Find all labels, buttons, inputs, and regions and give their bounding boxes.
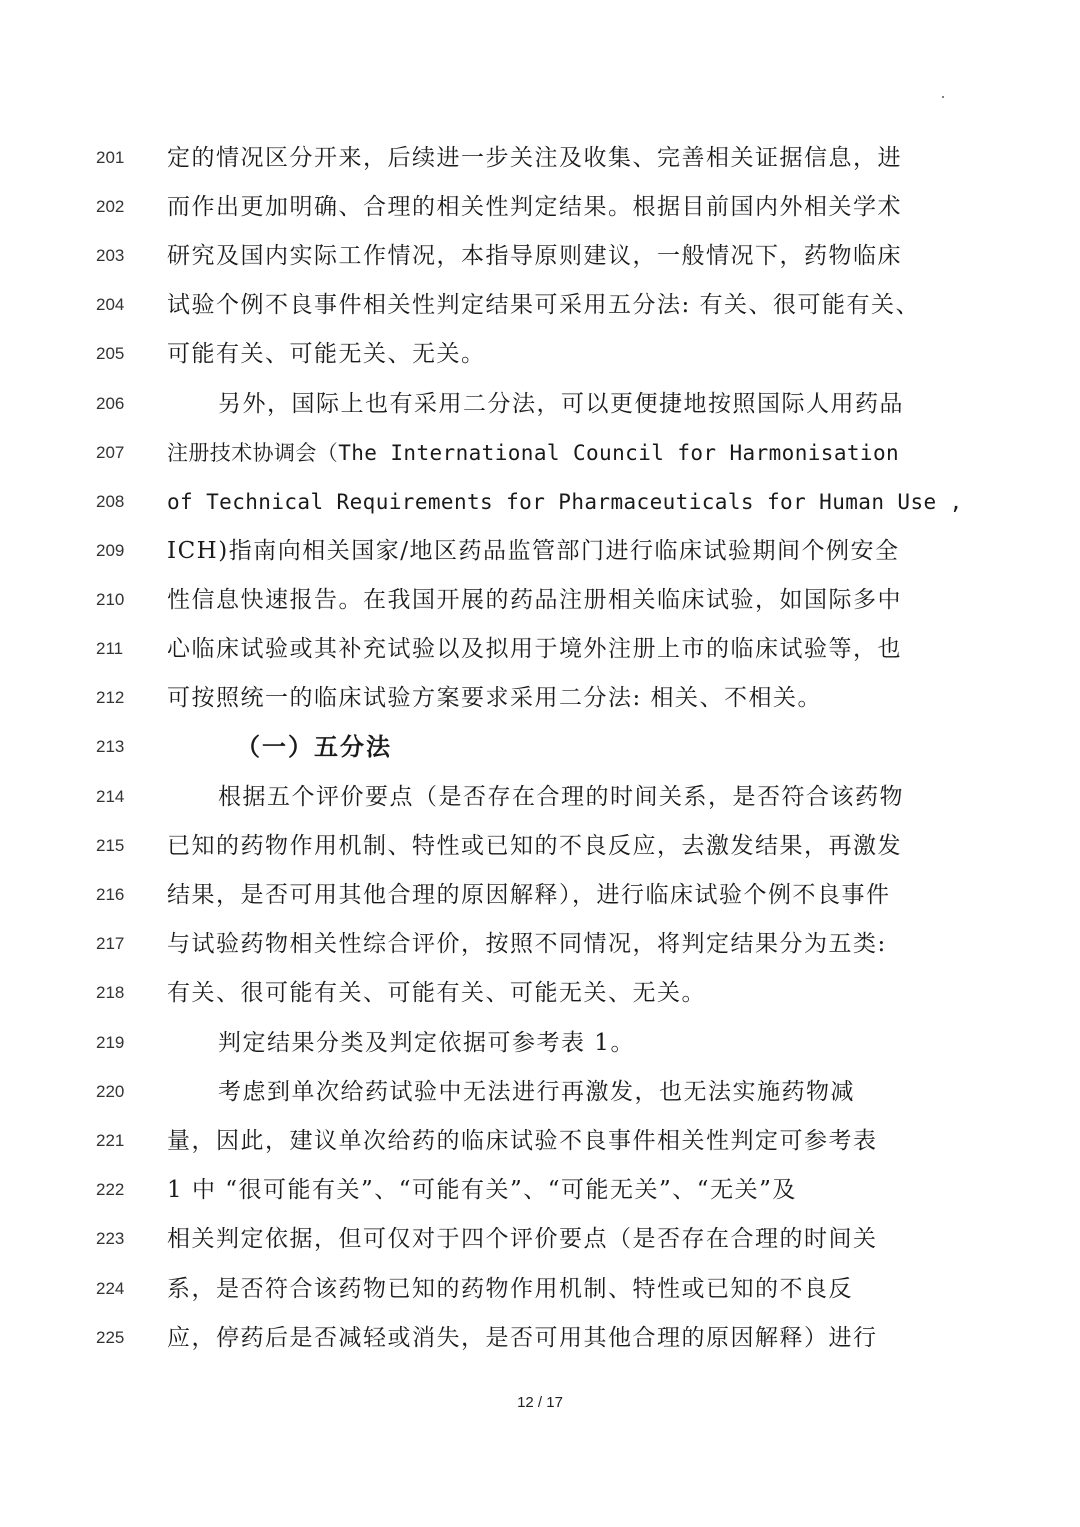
- line-text: 性信息快速报告。在我国开展的药品注册相关临床试验，如国际多中: [167, 587, 902, 613]
- section-heading-line: [0, 731, 1080, 771]
- text-line: [0, 830, 1080, 870]
- line-text: ICH)指南向相关国家/地区药品监管部门进行临床试验期间个例安全: [167, 538, 900, 564]
- text-line: [0, 1322, 1080, 1362]
- line-text: 而作出更加明确、合理的相关性判定结果。根据目前国内外相关学术: [167, 194, 902, 220]
- line-text: 应，停药后是否减轻或消失，是否可用其他合理的原因解释）进行: [167, 1325, 878, 1351]
- line-number: 201: [96, 148, 125, 167]
- text-line: [0, 1027, 1080, 1067]
- line-text: 判定结果分类及判定依据可参考表 1。: [218, 1030, 635, 1056]
- line-text: 与试验药物相关性综合评价，按照不同情况，将判定结果分为五类:: [167, 931, 887, 957]
- text-line: [0, 1223, 1080, 1263]
- line-number: 218: [96, 983, 125, 1002]
- line-number: 207: [96, 443, 125, 462]
- line-number: 212: [96, 688, 125, 707]
- line-number: 206: [96, 394, 125, 413]
- text-line: [0, 1273, 1080, 1313]
- line-number: 204: [96, 295, 125, 314]
- line-number: 211: [96, 639, 124, 658]
- line-text: 注册技术协调会（The International Council for Harmonisation: [167, 441, 900, 465]
- line-text: 相关判定依据，但可仅对于四个评价要点（是否存在合理的时间关: [167, 1226, 878, 1252]
- line-text: 定的情况区分开来，后续进一步关注及收集、完善相关证据信息，进: [167, 145, 902, 171]
- line-number: 209: [96, 541, 125, 560]
- text-line: [0, 1076, 1080, 1116]
- line-text: 研究及国内实际工作情况，本指导原则建议，一般情况下，药物临床: [167, 243, 902, 269]
- line-text: 量，因此，建议单次给药的临床试验不良事件相关性判定可参考表: [167, 1128, 878, 1154]
- text-line: [0, 1125, 1080, 1165]
- line-text: 系，是否符合该药物已知的药物作用机制、特性或已知的不良反: [167, 1276, 853, 1302]
- line-number: 224: [96, 1279, 125, 1298]
- text-line: [0, 289, 1080, 329]
- line-text: 另外，国际上也有采用二分法，可以更便捷地按照国际人用药品: [218, 391, 904, 417]
- line-number: 219: [96, 1033, 125, 1052]
- text-line: [0, 486, 1080, 526]
- line-text: 结果，是否可用其他合理的原因解释），进行临床试验个例不良事件: [167, 882, 891, 908]
- text-line: [0, 191, 1080, 231]
- text-line: [0, 535, 1080, 575]
- text-line: [0, 240, 1080, 280]
- text-line: [0, 338, 1080, 378]
- line-text: 有关、很可能有关、可能有关、可能无关、无关。: [167, 980, 706, 1006]
- line-number: 215: [96, 836, 125, 855]
- line-number: 216: [96, 885, 125, 904]
- line-text: 根据五个评价要点（是否存在合理的时间关系，是否符合该药物: [218, 784, 904, 810]
- line-text: 试验个例不良事件相关性判定结果可采用五分法: 有关、很可能有关、: [167, 292, 921, 318]
- text-line: [0, 437, 1080, 477]
- text-line: [0, 1174, 1080, 1214]
- line-number: 223: [96, 1229, 125, 1248]
- line-number: 225: [96, 1328, 125, 1347]
- text-line: [0, 388, 1080, 428]
- text-line: [0, 633, 1080, 673]
- line-text: 可按照统一的临床试验方案要求采用二分法: 相关、不相关。: [167, 685, 823, 711]
- page-number: 12 / 17: [517, 1394, 563, 1411]
- line-number: 203: [96, 246, 125, 265]
- line-text: 考虑到单次给药试验中无法进行再激发，也无法实施药物减: [218, 1079, 855, 1105]
- text-line: [0, 781, 1080, 821]
- line-number: 208: [96, 492, 125, 511]
- text-line: [0, 977, 1080, 1017]
- line-text: 心临床试验或其补充试验以及拟用于境外注册上市的临床试验等，也: [167, 636, 902, 662]
- text-line: [0, 928, 1080, 968]
- text-line: [0, 142, 1080, 182]
- text-line: [0, 584, 1080, 624]
- line-number: 213: [96, 737, 125, 756]
- line-text: 已知的药物作用机制、特性或已知的不良反应，去激发结果，再激发: [167, 833, 902, 859]
- line-text: of Technical Requirements for Pharmaceuticals for Human Use ,: [167, 490, 963, 514]
- line-text: 可能有关、可能无关、无关。: [167, 341, 486, 367]
- text-line: [0, 682, 1080, 722]
- line-number: 222: [96, 1180, 125, 1199]
- line-number: 214: [96, 787, 125, 806]
- line-number: 205: [96, 344, 125, 363]
- line-number: 221: [96, 1131, 125, 1150]
- line-number: 220: [96, 1082, 125, 1101]
- line-number: 217: [96, 934, 125, 953]
- line-text: 1 中 “很可能有关”、“可能有关”、“可能无关”、“无关”及: [167, 1177, 797, 1203]
- text-line: [0, 879, 1080, 919]
- line-number: 202: [96, 197, 125, 216]
- scan-dot-mark: [942, 96, 944, 98]
- line-number: 210: [96, 590, 125, 609]
- section-heading: （一）五分法: [236, 732, 392, 761]
